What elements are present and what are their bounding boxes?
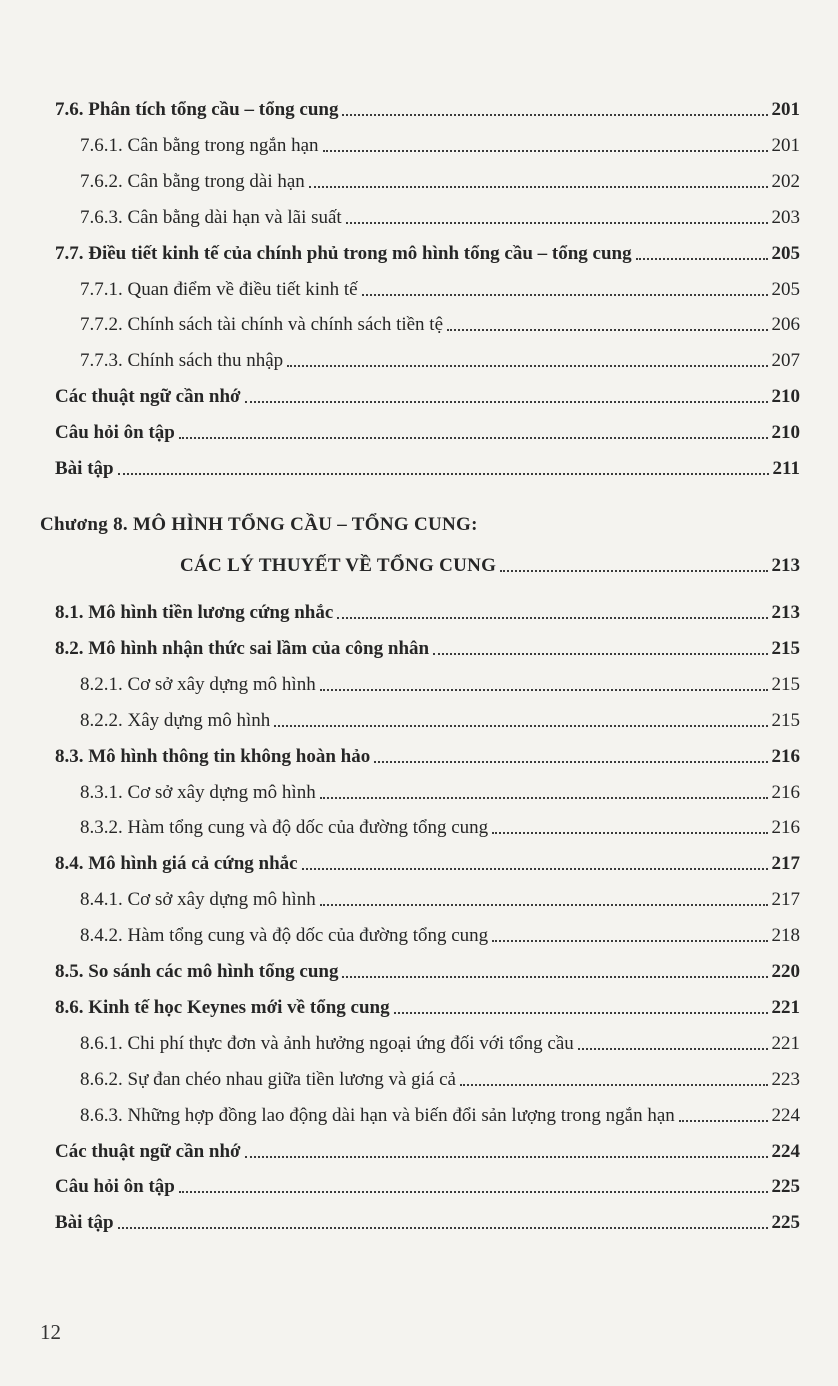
toc-section-row bbox=[55, 592, 800, 624]
chapter-heading-line-2 bbox=[180, 545, 800, 577]
toc-entry-page-number: 210 bbox=[771, 386, 800, 408]
dot-leader bbox=[287, 365, 767, 367]
toc-entry-title: 8.1. Mô hình tiền lương cứng nhắc bbox=[55, 602, 334, 623]
toc-entry-page-number: 206 bbox=[771, 314, 800, 336]
dot-leader bbox=[460, 1084, 768, 1086]
toc-entry-page-number: 202 bbox=[771, 170, 800, 192]
dot-leader bbox=[320, 797, 768, 799]
dot-leader bbox=[500, 570, 767, 572]
toc-subsection-row bbox=[80, 161, 800, 193]
toc-entry-page-number: 215 bbox=[771, 709, 800, 731]
dot-leader bbox=[492, 832, 767, 834]
dot-leader bbox=[362, 294, 768, 296]
toc-entry-page-number: 225 bbox=[771, 1176, 800, 1198]
dot-leader bbox=[320, 904, 768, 906]
toc-entry-title: 8.6.1. Chi phí thực đơn và ảnh hưởng ngoại ứng đối với tổng cầu bbox=[80, 1032, 574, 1054]
toc-subsection-row bbox=[80, 807, 800, 839]
toc-subsection-row bbox=[80, 1095, 800, 1127]
dot-leader bbox=[309, 186, 768, 188]
toc-entry-page-number: 224 bbox=[771, 1140, 800, 1162]
dot-leader bbox=[578, 1048, 768, 1050]
toc-subsection-row bbox=[80, 879, 800, 911]
toc-entry-page-number: 221 bbox=[771, 1032, 800, 1054]
dot-leader bbox=[337, 617, 767, 619]
dot-leader bbox=[447, 329, 767, 331]
toc-section-row bbox=[55, 736, 800, 768]
toc-entry-page-number: 203 bbox=[771, 206, 800, 228]
toc-subsection-row bbox=[80, 197, 800, 229]
toc-entry-title: 7.6. Phân tích tổng cầu – tổng cung bbox=[55, 99, 339, 120]
toc-entry-title: Các thuật ngữ cần nhớ bbox=[55, 1140, 241, 1162]
dot-leader bbox=[636, 258, 768, 260]
dot-leader bbox=[346, 222, 768, 224]
toc-entry-page-number: 216 bbox=[771, 817, 800, 839]
toc-entry-title: 8.4.1. Cơ sở xây dựng mô hình bbox=[80, 889, 316, 911]
toc-subsection-row bbox=[80, 1059, 800, 1091]
toc-subsection-row bbox=[80, 700, 800, 732]
toc-entry-page-number: 215 bbox=[771, 637, 800, 659]
toc-section-row bbox=[55, 628, 800, 660]
toc-section-row bbox=[55, 89, 800, 121]
toc-entry-title: 8.5. So sánh các mô hình tổng cung bbox=[55, 961, 339, 982]
toc-subsection-row bbox=[80, 269, 800, 301]
dot-leader bbox=[320, 689, 768, 691]
toc-subsection-row bbox=[80, 340, 800, 372]
toc-entry-title: Câu hỏi ôn tập bbox=[55, 1176, 175, 1198]
toc-entry-title: Bài tập bbox=[55, 458, 114, 479]
toc-entry-title: 7.6.3. Cân bằng dài hạn và lãi suất bbox=[80, 206, 342, 228]
toc-subsection-row bbox=[80, 915, 800, 947]
dot-leader bbox=[179, 1191, 768, 1193]
toc-subsection-row bbox=[80, 772, 800, 804]
dot-leader bbox=[118, 1227, 768, 1229]
toc-entry-title: 8.6. Kinh tế học Keynes mới về tổng cung bbox=[55, 996, 390, 1018]
toc-entry-title: 7.6.1. Cân bằng trong ngắn hạn bbox=[80, 134, 319, 156]
chapter-page-number: 213 bbox=[771, 555, 800, 576]
toc-subsection-row bbox=[80, 125, 800, 157]
toc-entry-page-number: 205 bbox=[771, 242, 800, 264]
toc-entry-title: 7.6.2. Cân bằng trong dài hạn bbox=[80, 170, 305, 192]
toc-entry-page-number: 217 bbox=[771, 853, 800, 875]
toc-section-row bbox=[55, 376, 800, 408]
toc-section-row bbox=[55, 987, 800, 1019]
toc-entry-title: Bài tập bbox=[55, 1212, 114, 1234]
toc-entry-page-number: 216 bbox=[771, 745, 800, 767]
toc-entry-title: 7.7. Điều tiết kinh tế của chính phủ trong mô hình tổng cầu – tổng cung bbox=[55, 242, 632, 264]
toc-section-row bbox=[55, 1131, 800, 1163]
toc-entry-title: 8.3.1. Cơ sở xây dựng mô hình bbox=[80, 781, 316, 803]
page-number: 12 bbox=[40, 1320, 61, 1344]
dot-leader bbox=[302, 868, 768, 870]
toc-entry-page-number: 221 bbox=[771, 996, 800, 1018]
toc-entry-title: 8.3.2. Hàm tổng cung và độ dốc của đường tổng cung bbox=[80, 817, 489, 839]
toc-entry-page-number: 220 bbox=[771, 961, 800, 982]
toc-entry-title: 8.2. Mô hình nhận thức sai lầm của công nhân bbox=[55, 637, 430, 659]
toc-entry-title: Câu hỏi ôn tập bbox=[55, 422, 175, 444]
dot-leader bbox=[274, 725, 767, 727]
dot-leader bbox=[179, 437, 768, 439]
toc-entry-title: 7.7.1. Quan điểm về điều tiết kinh tế bbox=[80, 278, 358, 300]
toc-entry-page-number: 205 bbox=[771, 278, 800, 300]
dot-leader bbox=[245, 401, 768, 403]
toc-entry-page-number: 223 bbox=[771, 1068, 800, 1090]
toc-entry-title: 8.6.3. Những hợp đồng lao động dài hạn và biến đổi sản lượng trong ngắn hạn bbox=[80, 1104, 675, 1126]
chapter-subtitle: CÁC LÝ THUYẾT VỀ TỔNG CUNG bbox=[180, 555, 497, 576]
dot-leader bbox=[394, 1012, 768, 1014]
toc-entry-page-number: 216 bbox=[771, 781, 800, 803]
toc-section-row bbox=[55, 951, 800, 983]
dot-leader bbox=[433, 653, 767, 655]
dot-leader bbox=[492, 940, 767, 942]
dot-leader bbox=[323, 150, 768, 152]
toc-entry-page-number: 217 bbox=[771, 889, 800, 911]
toc-entry-title: 7.7.3. Chính sách thu nhập bbox=[80, 350, 284, 372]
toc-entry-title: 8.2.1. Cơ sở xây dựng mô hình bbox=[80, 673, 316, 695]
toc-entry-page-number: 224 bbox=[771, 1104, 800, 1126]
dot-leader bbox=[374, 761, 767, 763]
dot-leader bbox=[342, 976, 767, 978]
toc-section-row bbox=[55, 233, 800, 265]
toc-entry-title: 8.4. Mô hình giá cả cứng nhắc bbox=[55, 853, 298, 875]
dot-leader bbox=[245, 1156, 768, 1158]
toc-entry-title: 7.7.2. Chính sách tài chính và chính sách tiền tệ bbox=[80, 314, 444, 336]
toc-entry-title: 8.2.2. Xây dựng mô hình bbox=[80, 709, 271, 731]
toc-entry-page-number: 213 bbox=[771, 602, 800, 623]
toc-section-row bbox=[55, 412, 800, 444]
toc-entry-page-number: 201 bbox=[771, 99, 800, 120]
toc-entry-page-number: 201 bbox=[771, 134, 800, 156]
toc-entry-title: 8.4.2. Hàm tổng cung và độ dốc của đường tổng cung bbox=[80, 925, 489, 947]
toc-subsection-row bbox=[80, 304, 800, 336]
toc-entry-page-number: 207 bbox=[771, 350, 800, 372]
toc-entry-page-number: 210 bbox=[771, 422, 800, 444]
toc-section-row bbox=[55, 1202, 800, 1234]
toc-subsection-row bbox=[80, 664, 800, 696]
toc-entry-page-number: 225 bbox=[771, 1212, 800, 1234]
toc-entry-title: 8.6.2. Sự đan chéo nhau giữa tiền lương và giá cả bbox=[80, 1068, 456, 1090]
toc-entry-title: Các thuật ngữ cần nhớ bbox=[55, 386, 241, 408]
chapter-heading-line-1: Chương 8. MÔ HÌNH TỔNG CẦU – TỔNG CUNG: bbox=[40, 514, 478, 535]
toc-section-row bbox=[55, 1166, 800, 1198]
toc-entry-page-number: 215 bbox=[771, 673, 800, 695]
dot-leader bbox=[118, 473, 769, 475]
dot-leader bbox=[679, 1120, 768, 1122]
toc-section-row bbox=[55, 448, 800, 480]
toc-section-row bbox=[55, 843, 800, 875]
toc-entry-page-number: 211 bbox=[772, 458, 800, 479]
toc-entry-page-number: 218 bbox=[771, 925, 800, 947]
toc-subsection-row bbox=[80, 1023, 800, 1055]
dot-leader bbox=[342, 114, 767, 116]
toc-entry-title: 8.3. Mô hình thông tin không hoàn hảo bbox=[55, 745, 371, 767]
